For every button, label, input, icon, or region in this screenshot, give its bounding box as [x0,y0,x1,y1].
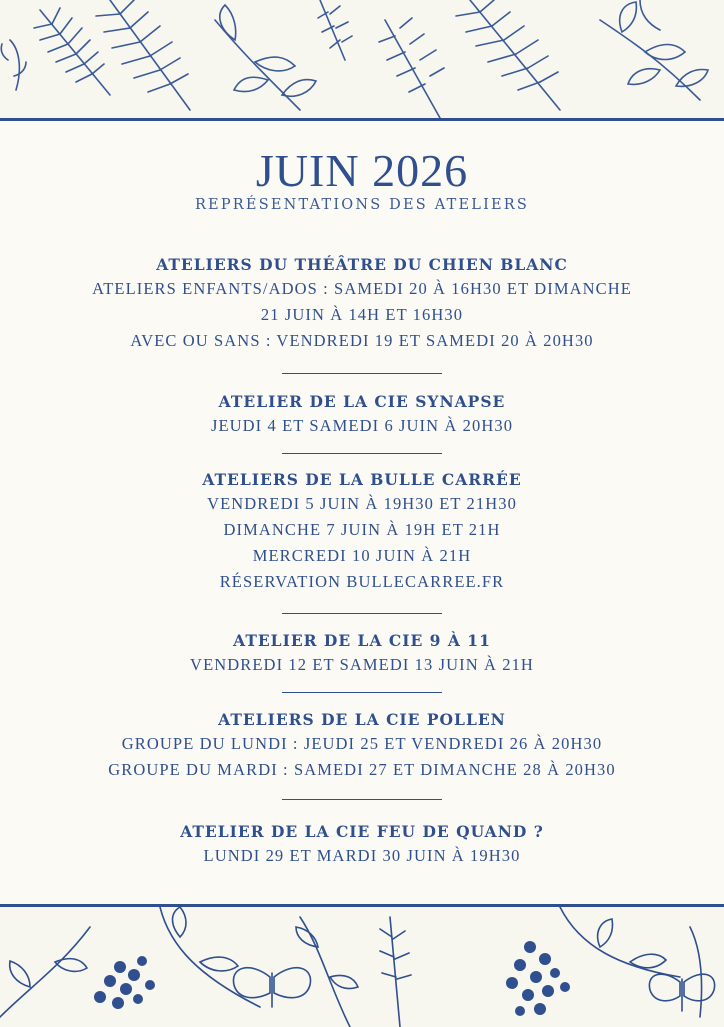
section-title: ATELIERS DE LA CIE POLLEN [218,710,506,729]
schedule-line: AVEC OU SANS : VENDREDI 19 ET SAMEDI 20 À 20H30 [130,331,594,350]
section-divider [282,692,442,693]
schedule-line: GROUPE DU MARDI : SAMEDI 27 ET DIMANCHE 28 À 20H30 [108,760,616,779]
page-subtitle: REPRÉSENTATIONS DES ATELIERS [194,197,530,213]
section-pollen [0,709,724,783]
bottom-botanical-band [0,904,724,1027]
section-title: ATELIER DE LA CIE 9 À 11 [233,631,491,650]
schedule-line: ATELIERS ENFANTS/ADOS : SAMEDI 20 À 16H30 ET DIMANCHE [92,279,632,298]
schedule-line: MERCREDI 10 JUIN À 21H [252,546,472,565]
program-content [0,121,724,904]
schedule-line: GROUPE DU LUNDI : JEUDI 25 ET VENDREDI 26 À 20H30 [121,734,603,753]
section-title: ATELIER DE LA CIE FEU DE QUAND ? [180,822,544,841]
schedule-line: VENDREDI 5 JUIN À 19H30 ET 21H30 [207,494,517,513]
section-title: ATELIERS DE LA BULLE CARRÉE [202,470,522,489]
schedule-line: VENDREDI 12 ET SAMEDI 13 JUIN À 21H [190,655,534,674]
section-title: ATELIER DE LA CIE SYNAPSE [218,392,506,411]
section-synapse [0,391,724,439]
schedule-line: 21 JUIN À 14H ET 16H30 [260,305,464,324]
section-divider [282,373,442,374]
schedule-line: JEUDI 4 ET SAMEDI 6 JUIN À 20H30 [210,416,514,435]
section-feu-de-quand [0,821,724,869]
page-title: JUIN 2026 [255,145,469,196]
section-cie-9-a-11 [0,630,724,678]
section-divider [282,453,442,454]
section-divider [282,613,442,614]
top-botanical-band [0,0,724,121]
berry-butterfly-pattern-icon [0,907,724,1027]
schedule-line: RÉSERVATION BULLECARREE.FR [219,572,505,591]
schedule-line: DIMANCHE 7 JUIN À 19H ET 21H [223,520,501,539]
section-title: ATELIERS DU THÉÂTRE DU CHIEN BLANC [156,255,568,274]
section-chien-blanc [0,254,724,354]
schedule-line: LUNDI 29 ET MARDI 30 JUIN À 19H30 [203,846,521,865]
fern-leaf-pattern-icon [0,0,724,118]
section-bulle-carree [0,469,724,595]
section-divider [282,799,442,800]
